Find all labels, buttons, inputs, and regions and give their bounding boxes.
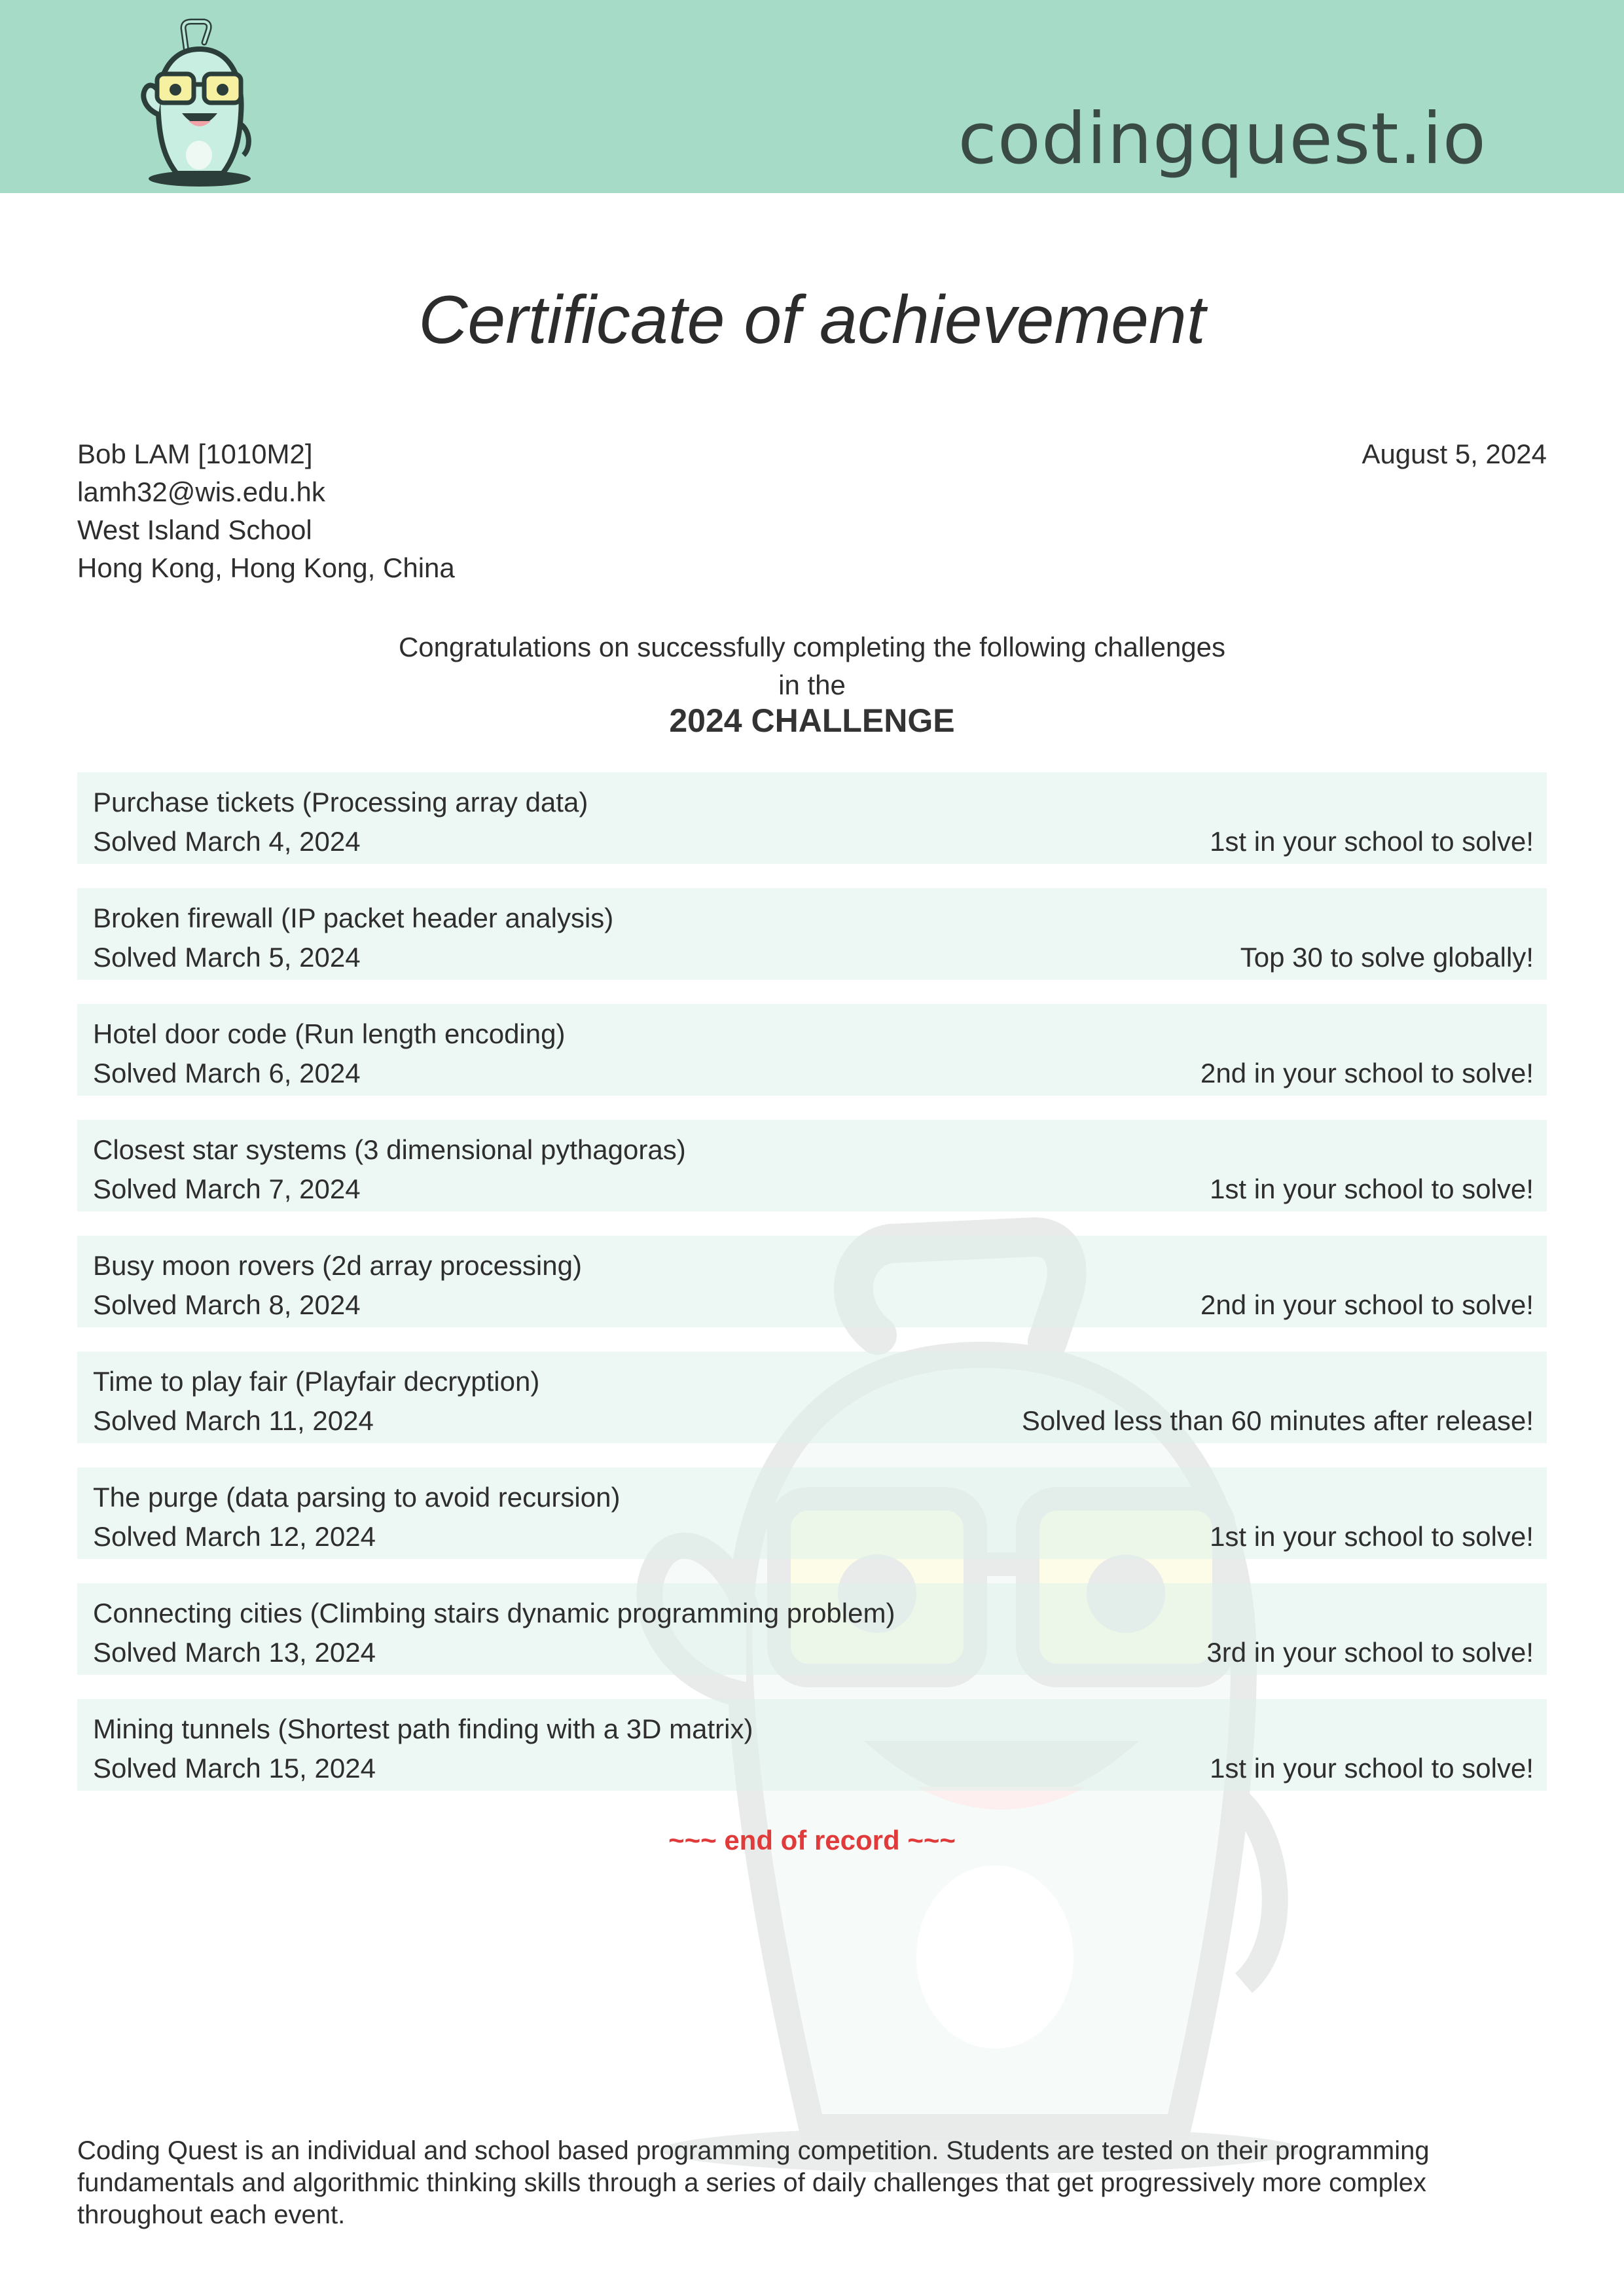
challenge-solved-date: Solved March 13, 2024 — [93, 1637, 376, 1668]
challenge-item — [77, 888, 1547, 980]
challenge-achievement: 2nd in your school to solve! — [1200, 1289, 1534, 1320]
challenge-solved-date: Solved March 11, 2024 — [93, 1405, 374, 1436]
challenge-name: Connecting cities (Climbing stairs dynamic programming problem) — [93, 1598, 895, 1628]
certificate-date: August 5, 2024 — [1362, 439, 1547, 469]
challenge-achievement: 3rd in your school to solve! — [1206, 1637, 1534, 1668]
challenge-name: Mining tunnels (Shortest path finding with a 3D matrix) — [93, 1713, 753, 1744]
challenge-item — [77, 1352, 1547, 1443]
challenge-item — [77, 1004, 1547, 1096]
challenge-solved-date: Solved March 6, 2024 — [93, 1058, 361, 1088]
about-text: Coding Quest is an individual and school based programming competition. Students are tested on their programming fundamentals and algorithmic thinking skills through a series of daily challenges that get progressively more complex throughout each event. — [77, 2136, 1430, 2229]
congrats-text — [0, 628, 1624, 704]
event-name: 2024 CHALLENGE — [669, 702, 955, 739]
brand-name[interactable]: codingquest.io — [958, 98, 1487, 180]
challenge-name: Purchase tickets (Processing array data) — [93, 787, 588, 817]
challenge-achievement: 1st in your school to solve! — [1210, 1753, 1534, 1784]
recipient-name: Bob LAM [1010M2] — [77, 439, 313, 469]
challenge-solved-date: Solved March 8, 2024 — [93, 1289, 361, 1320]
challenge-achievement: 1st in your school to solve! — [1210, 826, 1534, 857]
recipient-email[interactable]: lamh32@wis.edu.hk — [77, 476, 325, 507]
challenge-achievement: Solved less than 60 minutes after release! — [1021, 1405, 1534, 1436]
certificate-title: Certificate of achievement — [418, 282, 1206, 358]
congrats-line-1: Congratulations on successfully completing the following challenges — [398, 632, 1226, 662]
challenge-item — [77, 1699, 1547, 1791]
challenge-name: Broken firewall (IP packet header analysis) — [93, 903, 614, 933]
end-of-record: ~~~ end of record ~~~ — [668, 1825, 956, 1856]
mascot-logo-icon — [131, 16, 268, 190]
recipient-location: Hong Kong, Hong Kong, China — [77, 552, 455, 583]
challenge-name: Time to play fair (Playfair decryption) — [93, 1366, 540, 1397]
challenge-achievement: 1st in your school to solve! — [1210, 1521, 1534, 1552]
challenge-solved-date: Solved March 7, 2024 — [93, 1174, 361, 1204]
challenge-achievement: Top 30 to solve globally! — [1240, 942, 1534, 973]
challenge-achievement: 1st in your school to solve! — [1210, 1174, 1534, 1204]
challenge-solved-date: Solved March 4, 2024 — [93, 826, 361, 857]
challenge-solved-date: Solved March 12, 2024 — [93, 1521, 376, 1552]
recipient-school: West Island School — [77, 514, 312, 545]
challenge-solved-date: Solved March 5, 2024 — [93, 942, 361, 973]
challenge-item — [77, 1467, 1547, 1559]
challenge-name: The purge (data parsing to avoid recursion) — [93, 1482, 621, 1513]
challenge-item — [77, 772, 1547, 864]
challenge-name: Busy moon rovers (2d array processing) — [93, 1250, 582, 1281]
challenge-solved-date: Solved March 15, 2024 — [93, 1753, 376, 1784]
challenge-item — [77, 1583, 1547, 1675]
challenge-name: Closest star systems (3 dimensional pythagoras) — [93, 1134, 686, 1165]
challenge-item — [77, 1236, 1547, 1327]
challenge-achievement: 2nd in your school to solve! — [1200, 1058, 1534, 1088]
challenge-name: Hotel door code (Run length encoding) — [93, 1018, 566, 1049]
challenge-item — [77, 1120, 1547, 1211]
congrats-line-2: in the — [778, 670, 846, 700]
challenge-list — [77, 772, 1547, 1815]
recipient-block — [77, 435, 455, 587]
